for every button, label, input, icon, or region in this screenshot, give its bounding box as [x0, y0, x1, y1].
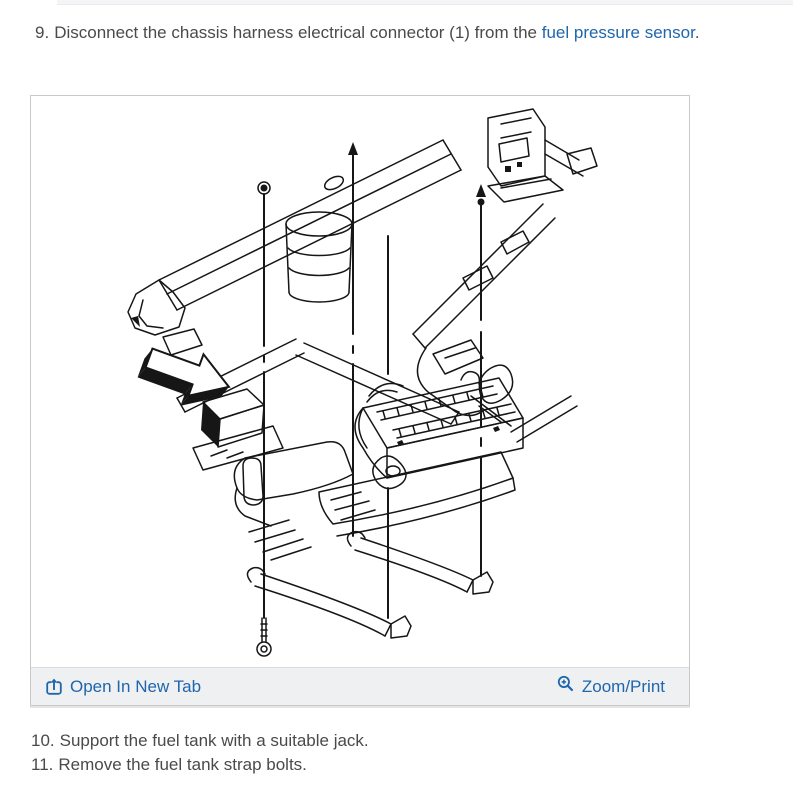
- open-in-new-tab-label: Open In New Tab: [70, 676, 202, 696]
- scrolled-element-edge: [57, 0, 793, 5]
- front-crossmember: [234, 442, 353, 560]
- step-text: Support the fuel tank with a suitable jack.: [59, 731, 369, 750]
- step-number: 9.: [35, 23, 50, 42]
- direction-arrow: [138, 349, 229, 406]
- fuel-tank: [355, 372, 523, 478]
- fuel-tank-straps: [247, 532, 493, 638]
- tank-shield: [319, 452, 515, 536]
- step-number: 11.: [31, 755, 54, 774]
- figure-panel: [30, 95, 690, 706]
- instruction-step-11: [31, 755, 307, 775]
- figure-toolbar: [31, 667, 689, 705]
- step-text: Disconnect the chassis harness electrical connector (1) from the: [54, 23, 542, 42]
- fuel-pressure-sensor-link[interactable]: fuel pressure sensor: [541, 23, 695, 42]
- chassis-frame: [128, 109, 597, 470]
- bolt-guide-lines: [257, 142, 486, 656]
- zoom-plus-icon: [556, 675, 575, 694]
- strap-bolt: [257, 618, 271, 656]
- instruction-step-10: [31, 731, 369, 751]
- step-text: Remove the fuel tank strap bolts.: [58, 755, 307, 774]
- fuel-tank-removal-diagram: [31, 96, 689, 667]
- open-in-new-tab-icon: [45, 678, 63, 696]
- zoom-print-label: Zoom/Print: [581, 676, 665, 696]
- figure-diagram: [31, 96, 689, 667]
- step-number: 10.: [31, 731, 55, 750]
- instruction-step-9: [35, 23, 700, 43]
- open-in-new-tab-button[interactable]: [45, 677, 201, 697]
- step-text-period: .: [694, 23, 700, 42]
- zoom-print-button[interactable]: [556, 677, 665, 697]
